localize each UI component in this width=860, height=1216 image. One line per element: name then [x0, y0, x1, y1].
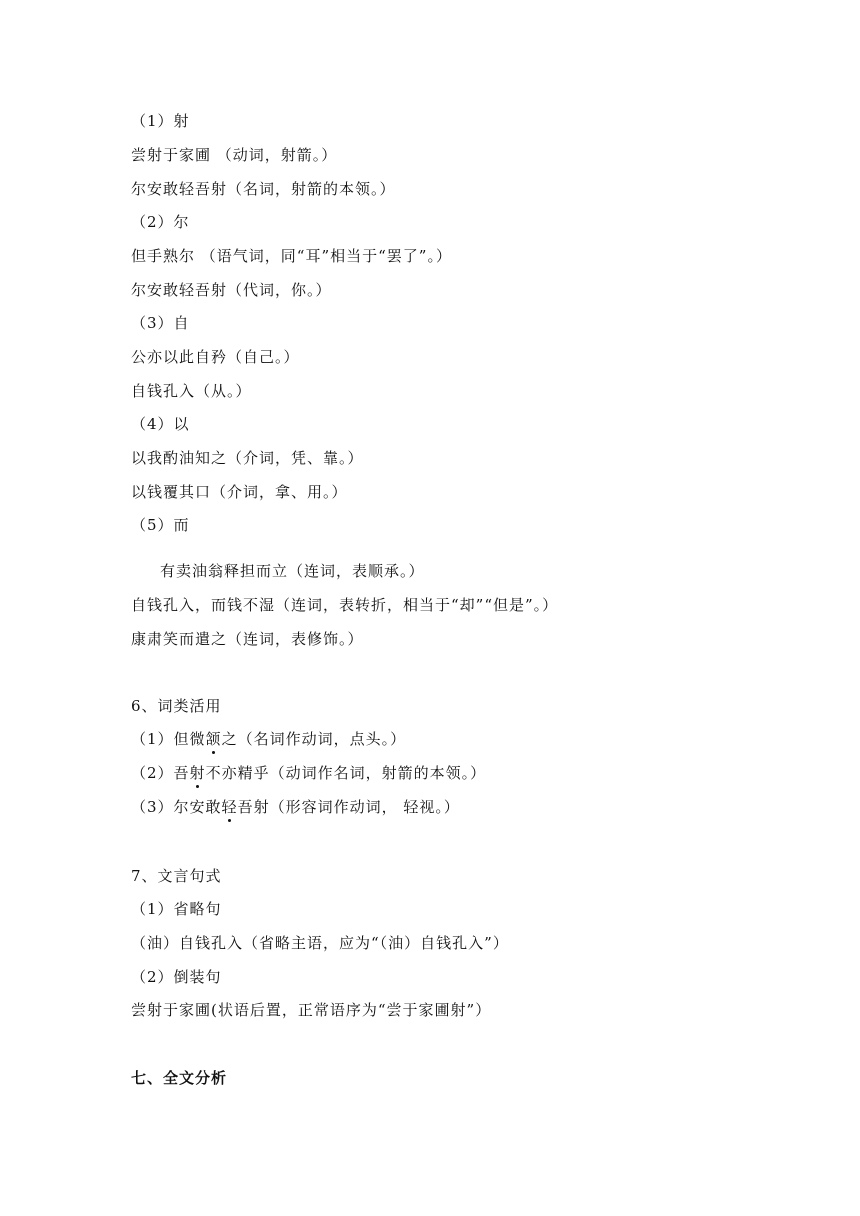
word-class-item — [131, 796, 460, 818]
example-line: 自钱孔入（从。） — [131, 382, 252, 400]
item-text: （3）尔安敢 — [131, 798, 222, 816]
example-line: 有卖油翁释担而立（连词，表顺承。） — [160, 562, 425, 580]
dotted-character: 射 — [189, 764, 206, 782]
example-line: 康肃笑而遣之（连词，表修饰。） — [131, 630, 364, 648]
item-she-heading: （1）射 — [131, 112, 190, 130]
dotted-character: 轻 — [221, 798, 238, 816]
example-line: 但手熟尔 （语气词，同“耳”相当于“罢了”。） — [131, 247, 452, 265]
item-text: 不亦精乎（动词作名词，射箭的本领。） — [205, 764, 487, 782]
word-class-item — [131, 728, 406, 750]
section-7-heading: 7、文言句式 — [131, 867, 222, 885]
word-class-item — [131, 762, 486, 784]
example-line: 尔安敢轻吾射（代词，你。） — [131, 281, 332, 299]
example-line: 公亦以此自矜（自己。） — [131, 348, 300, 366]
item-text: 之（名词作动词，点头。） — [221, 730, 407, 748]
sentence-type-heading: （1）省略句 — [131, 900, 222, 918]
item-text: 吾射（形容词作动词， 轻视。） — [237, 798, 460, 816]
example-line: 尔安敢轻吾射（名词，射箭的本领。） — [131, 180, 396, 198]
example-line: （油）自钱孔入（省略主语，应为“（油）自钱孔入”） — [131, 934, 509, 952]
item-er-heading: （2）尔 — [131, 213, 190, 231]
example-line: 尝射于家圃 （动词，射箭。） — [131, 146, 338, 164]
item-yi-heading: （4）以 — [131, 415, 190, 433]
example-line: 以钱覆其口（介词，拿、用。） — [131, 483, 348, 501]
example-line: 尝射于家圃(状语后置，正常语序为“尝于家圃射”） — [131, 1001, 492, 1019]
dotted-character: 颔 — [205, 730, 222, 748]
example-line: 自钱孔入，而钱不湿（连词，表转折，相当于“却”“但是”。） — [131, 596, 559, 614]
item-text: （2）吾 — [131, 764, 190, 782]
item-text: （1）但微 — [131, 730, 206, 748]
item-zi-heading: （3）自 — [131, 314, 190, 332]
section-title: 七、全文分析 — [131, 1069, 228, 1087]
example-line: 以我酌油知之（介词，凭、靠。） — [131, 449, 364, 467]
sentence-type-heading: （2）倒装句 — [131, 968, 222, 986]
section-6-heading: 6、词类活用 — [131, 697, 222, 715]
item-er2-heading: （5）而 — [131, 516, 190, 534]
